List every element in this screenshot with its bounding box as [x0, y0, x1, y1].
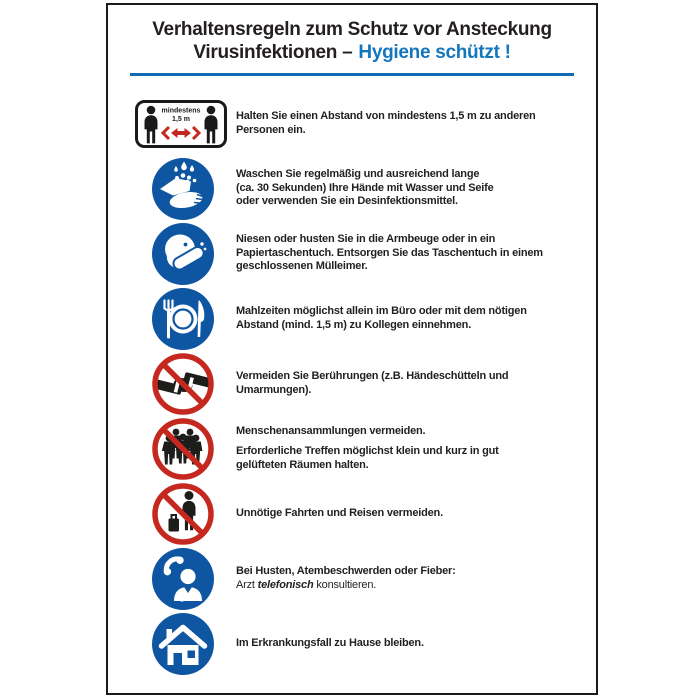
rule-row-keep-distance	[108, 91, 596, 156]
sneeze-into-elbow-icon	[151, 222, 215, 286]
poster-title-line2-black: Virusinfektionen –	[193, 42, 353, 63]
no-crowds-icon	[151, 417, 215, 481]
rule-text-keep-distance: Halten Sie einen Abstand von mindestens 1,5 m zu anderen Personen ein.	[236, 109, 536, 136]
distance-label-line2: 1,5 m	[172, 115, 190, 123]
hygiene-poster	[106, 3, 598, 695]
rule-text-call-doctor: Bei Husten, Atembeschwerden oder Fieber: Arzt telefonisch konsultieren.	[236, 564, 456, 591]
rule-row-no-travel	[108, 481, 596, 546]
rule-text-stay-home: Im Erkrankungsfall zu Hause bleiben.	[236, 636, 424, 649]
rule-row-no-crowds	[108, 416, 596, 481]
call-doctor-icon	[151, 547, 215, 611]
distance-label-line1: mindestens	[161, 107, 201, 114]
keep-distance-sign-icon	[135, 100, 227, 148]
poster-title-line1: Verhaltensregeln zum Schutz vor Ansteckung	[152, 19, 552, 40]
stay-home-icon	[151, 612, 215, 676]
wash-hands-icon	[151, 157, 215, 221]
poster-title-line2-blue: Hygiene schützt !	[358, 42, 511, 63]
rule-text-no-travel: Unnötige Fahrten und Reisen vermeiden.	[236, 506, 443, 519]
rule-text-no-handshake: Vermeiden Sie Berührungen (z.B. Händeschütteln und Umarmungen).	[236, 369, 509, 396]
rule-text-no-crowds: Menschenansammlungen vermeiden. Erforderliche Treffen möglichst klein und kurz in gut gelüfteten Räumen halten.	[236, 424, 499, 471]
rule-row-wash-hands	[108, 156, 596, 221]
rule-text-wash-hands: Waschen Sie regelmäßig und ausreichend lange (ca. 30 Sekunden) Ihre Hände mit Wasser und Seife oder verwenden Sie ein Desinfektionsmittel.	[236, 168, 494, 208]
rule-row-no-handshake	[108, 351, 596, 416]
poster-title	[108, 18, 596, 64]
poster-title-line2	[108, 41, 596, 64]
no-handshake-icon	[151, 352, 215, 416]
rule-text-eat-alone: Mahlzeiten möglichst allein im Büro oder mit dem nötigen Abstand (mind. 1,5 m) zu Kollegen einnehmen.	[236, 304, 527, 331]
rule-row-sneeze-elbow	[108, 221, 596, 286]
rule-row-eat-alone	[108, 286, 596, 351]
no-travel-icon	[151, 482, 215, 546]
rule-row-call-doctor	[108, 546, 596, 611]
rules-list	[108, 91, 596, 676]
eat-meals-alone-icon	[151, 287, 215, 351]
title-divider-line	[130, 73, 574, 76]
rule-row-stay-home	[108, 611, 596, 676]
rule-text-sneeze-elbow: Niesen oder husten Sie in die Armbeuge oder in ein Papiertaschentuch. Entsorgen Sie das Taschentuch in einem geschlossenen Mülleimer.	[236, 233, 543, 273]
